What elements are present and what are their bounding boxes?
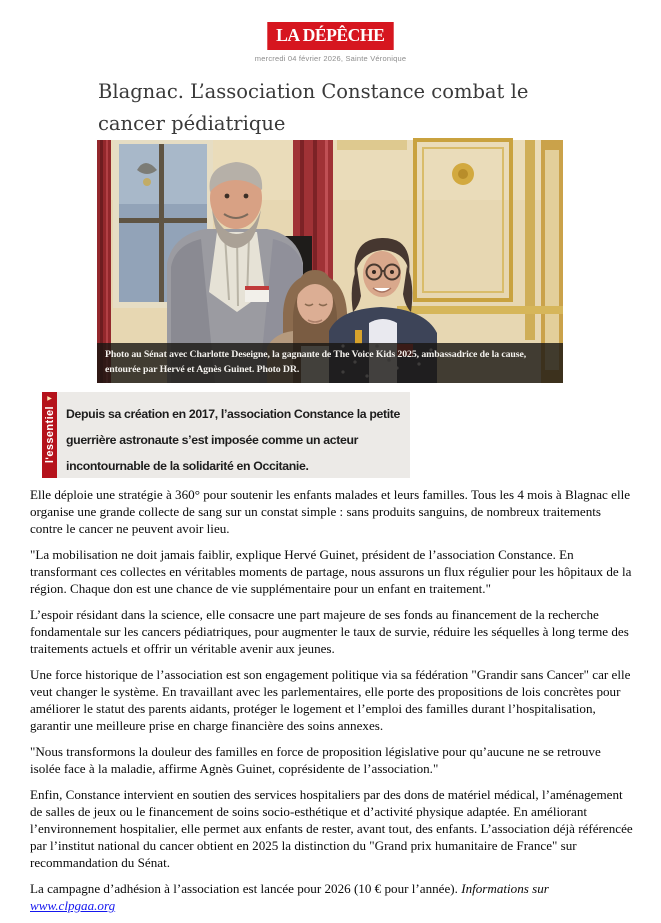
- info-label: Informations sur: [461, 881, 549, 896]
- article-photo: [97, 140, 563, 383]
- article-footer-line: [30, 880, 633, 914]
- essential-box: [57, 392, 410, 478]
- ladepeche-logo: LA DÉPÊCHE: [268, 22, 394, 50]
- date-line: mercredi 04 février 2026, Sainte Véronique: [254, 53, 407, 63]
- essential-tab-label: l'essentiel: [43, 406, 56, 464]
- article-paragraph: Une force historique de l’association est son engagement politique via sa fédération "Grandir sans Cancer" car elle veut changer le système. En travaillant avec les parlementaires, elle porte des propositions de lois concrètes pour améliorer le statut des parents aidants, protéger le logement et l’emploi des familles durant l’hospitalisation, garantir une meilleure prise en charge financière des soins annexes.: [30, 667, 631, 733]
- essential-block: [42, 392, 401, 478]
- essential-text-line: Depuis sa création en 2017, l’association Constance la petite: [66, 407, 401, 421]
- article-headline: Blagnac. L’association Constance combat le cancer pédiatrique: [98, 80, 529, 135]
- essential-text-line: guerrière astronaute s’est imposée comme un acteur: [66, 433, 359, 447]
- article-body: [30, 486, 633, 923]
- arrow-right-icon: ▶: [47, 396, 52, 402]
- essential-text-line: incontournable de la solidarité en Occitanie.: [66, 459, 309, 473]
- adhesion-campaign-text: La campagne d’adhésion à l’association est lancée pour 2026 (10 € pour l’année).: [30, 881, 458, 896]
- article-paragraph: L’espoir résidant dans la science, elle consacre une part majeure de ses fonds au financement de la recherche fondamentale sur les cancers pédiatriques, pour augmenter le taux de survie, réduire les séquelles à long terme des traitements actuels et offrir un véritable avenir aux jeunes.: [30, 607, 629, 656]
- article-paragraph: Enfin, Constance intervient en soutien des services hospitaliers par des dons de matériel médical, l’aménagement de salles de jeux ou le financement de soins socio-esthétique et d’activité physique adaptée. En améliorant l’environnement hospitalier, elle permet aux enfants de rester, avant tout, des enfants. L’association déjà référencée par l’institut national du cancer obtient en 2025 la distinction du "Grand prix humanitaire de France" sur recommandation du Sénat.: [30, 787, 633, 870]
- clpgaa-link[interactable]: www.clpgaa.org: [30, 898, 116, 913]
- masthead: [0, 22, 661, 63]
- essential-tab: [42, 392, 57, 478]
- article-paragraph: "Nous transformons la douleur des familles en force de proposition législative pour qu’aucune ne se retrouve isolée face à la maladie, affirme Agnès Guinet, coprésidente de l’association.": [30, 744, 601, 776]
- article-paragraph: Elle déploie une stratégie à 360° pour soutenir les enfants malades et leurs familles. Tous les 4 mois à Blagnac elle organise une grande collecte de sang sur un constat simple : sans produits sanguins, de nombreux traitements contre le cancer ne peuvent avoir lieu.: [30, 487, 631, 536]
- photo-caption: Photo au Sénat avec Charlotte Deseigne, la gagnante de The Voice Kids 2025, ambassadrice de la cause, entourée par Hervé et Agnès Guinet. Photo DR.: [97, 343, 563, 383]
- article-paragraph: "La mobilisation ne doit jamais faiblir, explique Hervé Guinet, président de l’association Constance. En transformant ces collectes en véritables moments de partage, nous assurons un flux régulier pour les hôpitaux de la région. Chaque don est une chance de vie supplémentaire pour un enfant en traitement.": [30, 547, 632, 596]
